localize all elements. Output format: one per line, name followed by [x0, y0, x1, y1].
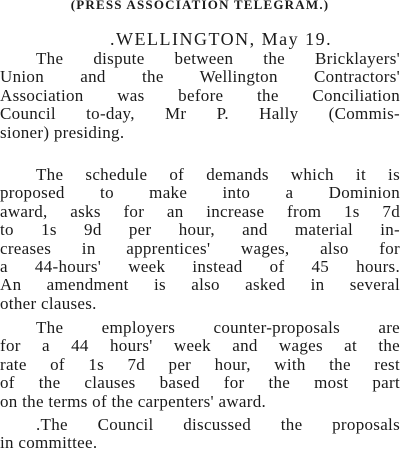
paragraph-line: award, asks for an increase from 1s 7d [0, 201, 400, 221]
paragraph-line: in committee. [0, 433, 98, 453]
paragraph-line: on the terms of the carpenters' award. [0, 391, 267, 411]
paragraph-line: a 44-hours' week instead of 45 hours. [0, 256, 400, 276]
paragraph-line: Union and the Wellington Contractors' [0, 67, 400, 87]
paragraph-line: The dispute between the Bricklayers' [36, 49, 400, 68]
paragraph-line: of the clauses based for the most part [0, 373, 400, 393]
paragraph-line: The schedule of demands which it is [36, 165, 400, 184]
paragraph-line: proposed to make into a Dominion [0, 183, 400, 203]
paragraph-line: Council to-day, Mr P. Hally (Commis- [0, 104, 400, 124]
paragraph-line: The employers counter-proposals are [36, 318, 400, 337]
paragraph-council [0, 416, 400, 453]
paragraph-line: sioner) presiding. [0, 122, 125, 142]
source-line: (PRESS ASSOCIATION TELEGRAM.) [70, 0, 330, 12]
paragraph-line: .The Council discussed the proposals [36, 415, 400, 434]
paragraph-line: for a 44 hours' week and wages at the [0, 336, 400, 356]
paragraph-line: to 1s 9d per hour, and material in- [0, 220, 400, 240]
paragraph-line: creases in apprentices' wages, also for [0, 238, 400, 258]
paragraph-line: Association was before the Conciliation [0, 85, 400, 105]
paragraph-line: An amendment is also asked in several [0, 275, 400, 295]
dateline: .WELLINGTON, May 19. [110, 29, 333, 49]
paragraph-line: rate of 1s 7d per hour, with the rest [0, 354, 400, 374]
paragraph-line: other clauses. [0, 293, 97, 313]
paragraph-dispute [0, 50, 400, 142]
paragraph-schedule [0, 166, 400, 313]
paragraph-counter-proposals [0, 319, 400, 411]
